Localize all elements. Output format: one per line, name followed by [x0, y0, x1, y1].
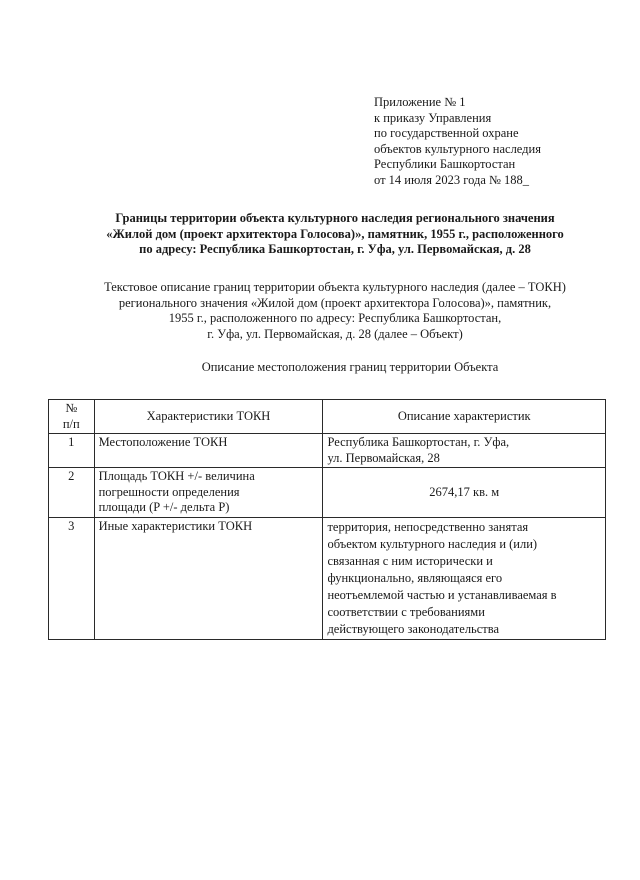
- row-description: [323, 468, 606, 518]
- table-row: [49, 468, 606, 518]
- text-description: [40, 280, 630, 342]
- row-description: [323, 517, 606, 639]
- document-title: [50, 211, 620, 258]
- cell-line: территория, непосредственно занятая: [327, 519, 529, 534]
- cell-line: Площадь ТОКН +/- величина: [98, 469, 255, 483]
- row-description: [323, 434, 606, 468]
- header-number-label: п/п: [62, 416, 80, 431]
- cell-line: ул. Первомайская, 28: [327, 450, 440, 465]
- description-line: Текстовое описание границ территории объекта культурного наследия (далее – ТОКН): [104, 280, 566, 294]
- cell-line: неотъемлемой частью и устанавливаемая в: [327, 587, 557, 602]
- description-line: регионального значения «Жилой дом (проект архитектора Голосова)», памятник,: [118, 295, 552, 310]
- row-characteristic: [94, 468, 323, 518]
- header-description: Описание характеристик: [323, 400, 606, 434]
- appendix-line: от 14 июля 2023 года № 188_: [374, 172, 530, 187]
- cell-line: объектом культурного наследия и (или): [327, 536, 538, 551]
- cell-line: связанная с ним исторически и: [327, 553, 493, 568]
- appendix-header: [374, 95, 624, 188]
- characteristics-table: [48, 399, 606, 640]
- table-header-row: [49, 400, 606, 434]
- row-number: 3: [49, 517, 95, 639]
- row-number: 2: [49, 468, 95, 518]
- cell-line: погрешности определения: [98, 484, 240, 499]
- appendix-line: Приложение № 1: [374, 95, 466, 109]
- cell-line: Местоположение ТОКН: [98, 435, 228, 449]
- row-characteristic: [94, 517, 323, 639]
- header-number-symbol: №: [65, 401, 78, 415]
- appendix-line: Республики Башкортостан: [374, 157, 516, 171]
- cell-line: функционально, являющаяся его: [327, 570, 503, 585]
- title-line: «Жилой дом (проект архитектора Голосова)», памятник, 1955 г., расположенного: [106, 226, 564, 241]
- description-line: 1955 г., расположенного по адресу: Республика Башкортостан,: [168, 311, 502, 325]
- cell-line: 2674,17 кв. м: [429, 484, 500, 499]
- title-line: по адресу: Республика Башкортостан, г. Уфа, ул. Первомайская, д. 28: [139, 242, 531, 256]
- table-row: [49, 517, 606, 639]
- header-number: [49, 400, 95, 434]
- cell-line: Иные характеристики ТОКН: [98, 518, 253, 533]
- row-characteristic: [94, 434, 323, 468]
- title-line: Границы территории объекта культурного наследия регионального значения: [115, 211, 555, 225]
- cell-line: Республика Башкортостан, г. Уфа,: [327, 435, 510, 449]
- appendix-line: к приказу Управления: [374, 110, 492, 125]
- appendix-line: по государственной охране: [374, 126, 519, 140]
- cell-line: действующего законодательства: [327, 621, 500, 636]
- row-number: 1: [49, 434, 95, 468]
- cell-line: соответствии с требованиями: [327, 604, 485, 619]
- table-row: [49, 434, 606, 468]
- section-subtitle: Описание местоположения границ территории Объекта: [201, 360, 499, 374]
- cell-line: площади (P +/- дельта P): [98, 500, 230, 514]
- description-line: г. Уфа, ул. Первомайская, д. 28 (далее – Объект): [207, 326, 463, 341]
- appendix-line: объектов культурного наследия: [374, 141, 541, 156]
- header-characteristic: Характеристики ТОКН: [94, 400, 323, 434]
